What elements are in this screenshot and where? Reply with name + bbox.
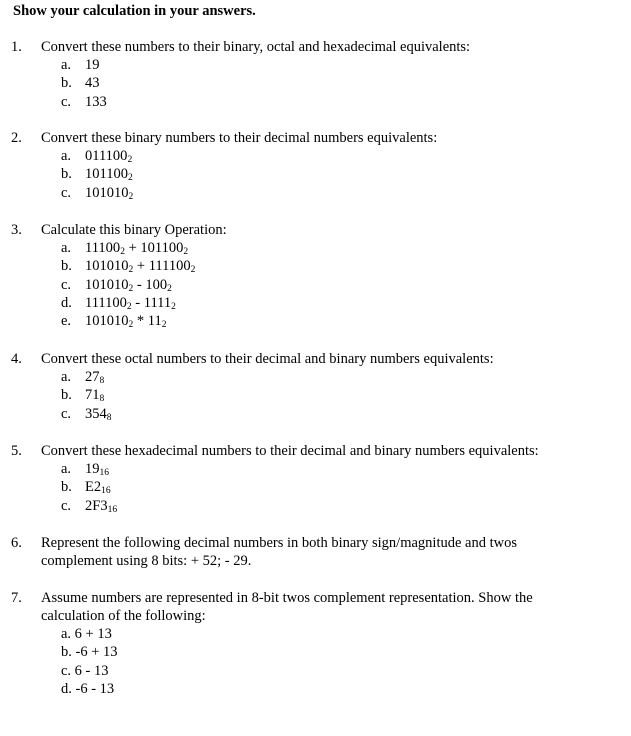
list-item: c. 6 - 13 [61,662,109,679]
question-6 [0,534,631,570]
list-item: d. -6 - 13 [61,680,115,697]
list-item: a. 6 + 13 [61,626,112,642]
question-number: 3. [11,222,22,238]
list-item: b. $71_8$ [61,387,105,405]
question-text-continued: calculation of the following: [41,608,206,624]
question-5 [0,442,631,515]
list-item: a. 19 [61,57,100,73]
question-text: Convert these numbers to their binary, octal and hexadecimal equivalents: [41,39,471,55]
question-number: 1. [11,39,22,55]
question-number: 6. [11,535,22,551]
question-text: Convert these hexadecimal numbers to their decimal and binary numbers equivalents: [41,443,539,459]
question-3 [0,221,631,330]
list-item: c. $354_8$ [61,405,112,423]
list-item: a. $11100_2 + 101100_2$ [61,240,189,257]
list-item: b. 43 [61,75,100,92]
question-number: 5. [11,443,22,459]
question-4 [0,350,631,423]
question-text: Represent the following decimal numbers in both binary sign/magnitude and twos [41,535,517,551]
list-item: d. $111100_2 - 1111_2$ [61,294,176,312]
question-7 [0,589,631,698]
list-item: c. $101010_2$ [61,184,134,202]
question-2 [0,129,631,202]
question-number: 4. [11,351,22,367]
list-item: b. $E2_{16}$ [61,479,111,497]
list-item: c. $101010_2 - 100_2$ [61,276,172,294]
list-item: b. $101010_2 + 111100_2$ [61,258,196,276]
question-1 [0,38,631,111]
list-item: c. $2F3_{16}$ [61,497,118,515]
question-number: 7. [11,590,22,606]
instructions-heading: Show your calculation in your answers. [13,3,256,19]
question-text: Convert these binary numbers to their decimal numbers equivalents: [41,130,438,146]
list-item: a. $19_{16}$ [61,461,109,478]
list-item: b. -6 + 13 [61,644,118,661]
list-item: e. $101010_2 * 11_2$ [61,313,167,331]
list-item: c. 133 [61,93,107,110]
list-item: b. $101100_2$ [61,166,133,184]
question-text: Convert these octal numbers to their decimal and binary numbers equivalents: [41,351,494,367]
question-number: 2. [11,130,22,146]
question-text: Calculate this binary Operation: [41,222,227,238]
list-item: a. $011100_2$ [61,148,133,165]
question-text: Assume numbers are represented in 8-bit twos complement representation. Show the [41,590,533,606]
list-item: a. $27_8$ [61,369,105,386]
question-text-continued: complement using 8 bits: + 52; - 29. [41,553,252,569]
